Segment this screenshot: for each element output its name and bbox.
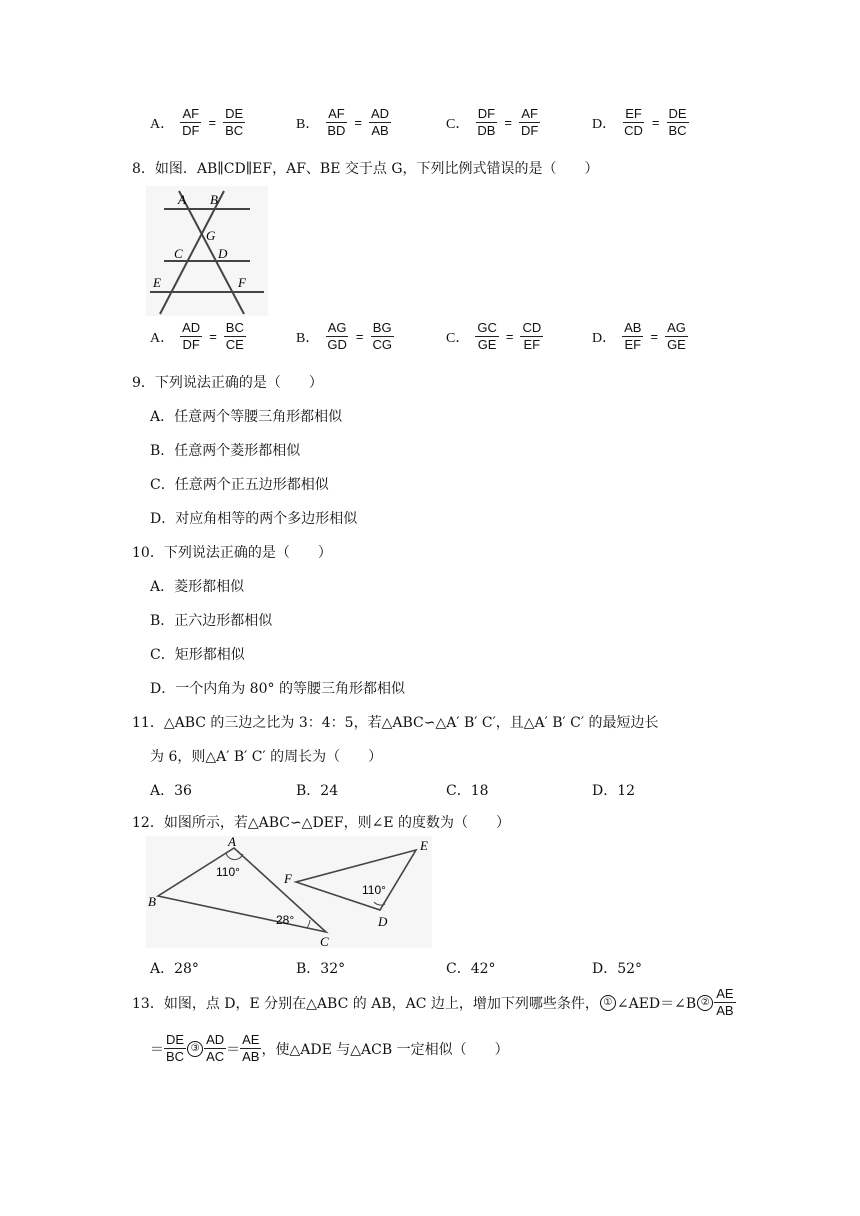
q12-option-c[interactable]: C．42° bbox=[446, 961, 496, 977]
fig-label-a: A bbox=[178, 192, 186, 207]
q11-option-b[interactable]: B．24 bbox=[296, 783, 339, 799]
fraction: $\frac{AB}{EF}$ bbox=[624, 320, 642, 352]
angle-c-label: 28° bbox=[276, 913, 295, 927]
q9-option-c[interactable]: C．任意两个正五边形都相似 bbox=[150, 477, 329, 493]
condition-1: ∠AED＝∠B bbox=[616, 995, 697, 1012]
fig-label-g: G bbox=[206, 228, 216, 243]
fig-label-d: D bbox=[378, 914, 388, 929]
q7-option-b[interactable]: B． $\frac{AF}{BD}$ = $\frac{AD}{AB}$ bbox=[296, 106, 390, 138]
q13-tail: ，使△ADE 与△ACB 一定相似（ ） bbox=[261, 1041, 509, 1058]
q13-line1 bbox=[132, 986, 736, 1019]
q13-stem-text: 13．如图，点 D，E 分别在△ABC 的 AB，AC 边上，增加下列哪些条件， bbox=[132, 995, 599, 1012]
q11-stem-line2: 为 6，则△A′ B′ C′ 的周长为（ ） bbox=[150, 749, 383, 765]
q8-figure bbox=[146, 186, 268, 316]
q10-option-d[interactable]: D．一个内角为 80° 的等腰三角形都相似 bbox=[150, 681, 405, 697]
condition-1-marker: ① bbox=[600, 995, 616, 1011]
q10-option-b[interactable]: B．正六边形都相似 bbox=[150, 613, 273, 629]
q9-option-d[interactable]: D．对应角相等的两个多边形相似 bbox=[150, 511, 358, 527]
q7-option-c[interactable]: C． $\frac{DF}{DB}$ = $\frac{AF}{DF}$ bbox=[446, 106, 539, 138]
q12-figure bbox=[146, 836, 432, 948]
fraction: $\frac{AF}{DF}$ bbox=[521, 106, 539, 138]
q9-stem: 9．下列说法正确的是（ ） bbox=[132, 375, 323, 391]
q8-option-d[interactable]: D． $\frac{AB}{EF}$ = $\frac{AG}{GE}$ bbox=[592, 320, 686, 352]
fraction: $\frac{BG}{CG}$ bbox=[372, 320, 392, 352]
fraction: $\frac{AD}{AB}$ bbox=[371, 106, 390, 138]
option-label: B． bbox=[296, 330, 320, 346]
angle-a-label: 110° bbox=[216, 865, 240, 879]
condition-2-marker: ② bbox=[697, 995, 713, 1011]
fraction: $\frac{EF}{CD}$ bbox=[624, 106, 643, 138]
fraction: $\frac{DE}{BC}$ bbox=[668, 106, 687, 138]
option-label: A． bbox=[150, 330, 175, 346]
option-label: C． bbox=[446, 330, 470, 346]
q10-option-a[interactable]: A．菱形都相似 bbox=[150, 579, 245, 595]
fig-label-b: B bbox=[210, 192, 218, 207]
fig-label-e: E bbox=[420, 838, 428, 853]
fig-label-f: F bbox=[238, 275, 246, 290]
fig-label-f: F bbox=[284, 871, 292, 886]
fraction: $\frac{GC}{GE}$ bbox=[477, 320, 497, 352]
fraction: $\frac{AG}{GE}$ bbox=[667, 320, 686, 352]
option-label: D． bbox=[592, 116, 617, 132]
fraction: $\frac{AD}{AC}$ bbox=[206, 1032, 225, 1064]
q11-option-a[interactable]: A．36 bbox=[150, 783, 192, 799]
fraction: $\frac{DF}{DB}$ bbox=[477, 106, 496, 138]
q10-option-c[interactable]: C．矩形都相似 bbox=[150, 647, 245, 663]
fig-label-c: C bbox=[174, 246, 183, 261]
fig-label-c: C bbox=[320, 934, 329, 948]
q12-option-a[interactable]: A．28° bbox=[150, 961, 199, 977]
fig-label-a: A bbox=[228, 836, 236, 849]
q11-option-c[interactable]: C．18 bbox=[446, 783, 489, 799]
condition-3-marker: ③ bbox=[187, 1041, 203, 1057]
option-label: C． bbox=[446, 116, 470, 132]
fraction: $\frac{AD}{DF}$ bbox=[182, 320, 201, 352]
q7-options bbox=[150, 106, 710, 150]
fraction: $\frac{DE}{BC}$ bbox=[166, 1032, 185, 1064]
fraction: $\frac{BC}{CE}$ bbox=[225, 320, 244, 352]
q12-stem: 12．如图所示，若△ABC∽△DEF，则∠E 的度数为（ ） bbox=[132, 815, 511, 831]
q11-option-d[interactable]: D．12 bbox=[592, 783, 636, 799]
q8-stem: 8．如图．AB∥CD∥EF，AF、BE 交于点 G，下列比例式错误的是（ ） bbox=[132, 161, 599, 177]
angle-d-label: 110° bbox=[362, 883, 386, 897]
q8-option-c[interactable]: C． $\frac{GC}{GE}$ = $\frac{CD}{EF}$ bbox=[446, 320, 542, 352]
fig-label-e: E bbox=[153, 275, 161, 290]
fraction: $\frac{AE}{AB}$ bbox=[716, 986, 734, 1018]
option-label: B． bbox=[296, 116, 320, 132]
q12-option-b[interactable]: B．32° bbox=[296, 961, 346, 977]
q9-option-b[interactable]: B．任意两个菱形都相似 bbox=[150, 443, 301, 459]
q7-option-a[interactable]: A． $\frac{AF}{DF}$ = $\frac{DE}{BC}$ bbox=[150, 106, 244, 138]
option-label: D． bbox=[592, 330, 617, 346]
fig-label-b: B bbox=[148, 894, 156, 909]
q8-option-b[interactable]: B． $\frac{AG}{GD}$ = $\frac{BG}{CG}$ bbox=[296, 320, 392, 352]
fraction: $\frac{AF}{DF}$ bbox=[182, 106, 200, 138]
q13-line2 bbox=[150, 1032, 509, 1065]
q8-options bbox=[150, 320, 710, 364]
fig-label-d: D bbox=[218, 246, 228, 261]
fraction: $\frac{AE}{AB}$ bbox=[242, 1032, 260, 1064]
q11-stem-line1: 11．△ABC 的三边之比为 3：4：5，若△ABC∽△A′ B′ C′，且△A′ B′ C′ 的最短边长 bbox=[132, 715, 659, 731]
q12-option-d[interactable]: D．52° bbox=[592, 961, 643, 977]
q7-option-d[interactable]: D． $\frac{EF}{CD}$ = $\frac{DE}{BC}$ bbox=[592, 106, 687, 138]
equals-sign: ＝ bbox=[226, 1041, 241, 1058]
fraction: $\frac{DE}{BC}$ bbox=[225, 106, 244, 138]
fraction: $\frac{AF}{BD}$ bbox=[327, 106, 346, 138]
fraction: $\frac{AG}{GD}$ bbox=[327, 320, 347, 352]
equals-sign: ＝ bbox=[150, 1041, 164, 1058]
option-label: A． bbox=[150, 116, 175, 132]
fraction: $\frac{CD}{EF}$ bbox=[522, 320, 542, 352]
q9-option-a[interactable]: A．任意两个等腰三角形都相似 bbox=[150, 409, 343, 425]
q10-stem: 10．下列说法正确的是（ ） bbox=[132, 545, 332, 561]
q8-option-a[interactable]: A． $\frac{AD}{DF}$ = $\frac{BC}{CE}$ bbox=[150, 320, 244, 352]
